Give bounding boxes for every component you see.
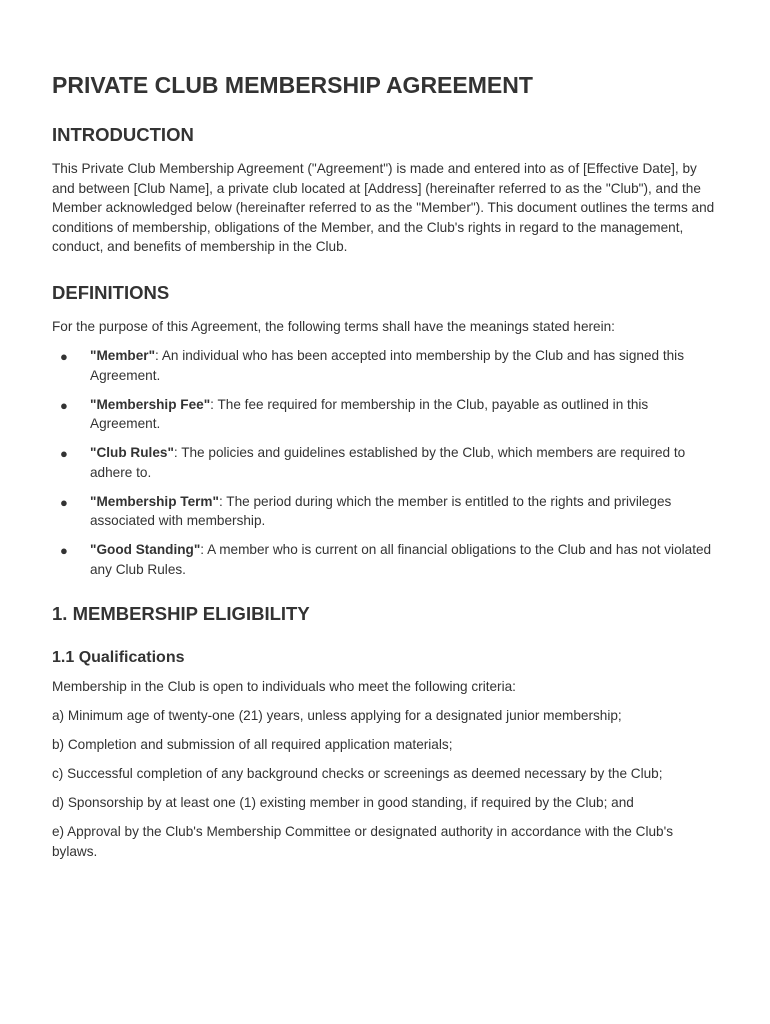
definition-term: "Club Rules": [90, 445, 174, 460]
subsection-1-1-heading: 1.1 Qualifications: [52, 649, 185, 666]
definition-text: : The period during which the member is entitled to the rights and privileges associated with membership.: [90, 493, 672, 528]
definition-text: : A member who is current on all financial obligations to the Club and has not violated any Club Rules.: [90, 542, 712, 577]
bullet-icon: ●: [60, 397, 68, 413]
definition-term: "Good Standing": [90, 542, 201, 557]
definition-item: [52, 540, 720, 579]
criterion-b: b) Completion and submission of all required application materials;: [52, 737, 453, 752]
definition-item: [52, 443, 720, 482]
definition-term: "Member": [90, 348, 156, 363]
definition-item: [52, 395, 720, 434]
criterion-d: d) Sponsorship by at least one (1) existing member in good standing, if required by the Club; and: [52, 795, 634, 810]
definition-item: [52, 346, 720, 385]
criterion-c: c) Successful completion of any background checks or screenings as deemed necessary by the Club;: [52, 766, 663, 781]
definition-term: "Membership Term": [90, 493, 219, 509]
definition-text: : An individual who has been accepted into membership by the Club and has signed this Agreement.: [90, 348, 684, 383]
definitions-lead: For the purpose of this Agreement, the following terms shall have the meanings stated herein:: [52, 318, 615, 334]
qualifications-intro: Membership in the Club is open to individuals who meet the following criteria:: [52, 679, 516, 694]
criterion-a: a) Minimum age of twenty-one (21) years, unless applying for a designated junior membership;: [52, 708, 622, 723]
document-page: [52, 70, 720, 871]
bullet-icon: ●: [60, 494, 68, 510]
document-title: PRIVATE CLUB MEMBERSHIP AGREEMENT: [52, 72, 533, 98]
bullet-icon: ●: [60, 349, 68, 364]
introduction-heading: INTRODUCTION: [52, 124, 194, 145]
section-1-heading: 1. MEMBERSHIP ELIGIBILITY: [52, 603, 310, 624]
definition-text: : The policies and guidelines established by the Club, which members are required to adhere to.: [90, 445, 686, 480]
introduction-paragraph: This Private Club Membership Agreement ("Agreement") is made and entered into as of [Effective Date], by and between [Club Name], a private club located at [Address] (hereinafter referred to as the "Club"), and the Member acknowledged below (hereinafter referred to as the "Member"). This document outlines the terms and conditions of membership, obligations of the Member, and the Club's rights in regard to the management, conduct, and benefits of membership in the Club.: [52, 161, 715, 254]
definition-text: : The fee required for membership in the Club, payable as outlined in this Agreement.: [90, 396, 649, 431]
bullet-icon: ●: [60, 446, 68, 461]
bullet-icon: ●: [60, 543, 68, 558]
definition-item: [52, 492, 720, 531]
definitions-list: [52, 346, 720, 579]
criterion-e: e) Approval by the Club's Membership Committee or designated authority in accordance with the Club's bylaws.: [52, 824, 673, 859]
definition-term: "Membership Fee": [90, 396, 211, 412]
definitions-heading: DEFINITIONS: [52, 281, 170, 303]
